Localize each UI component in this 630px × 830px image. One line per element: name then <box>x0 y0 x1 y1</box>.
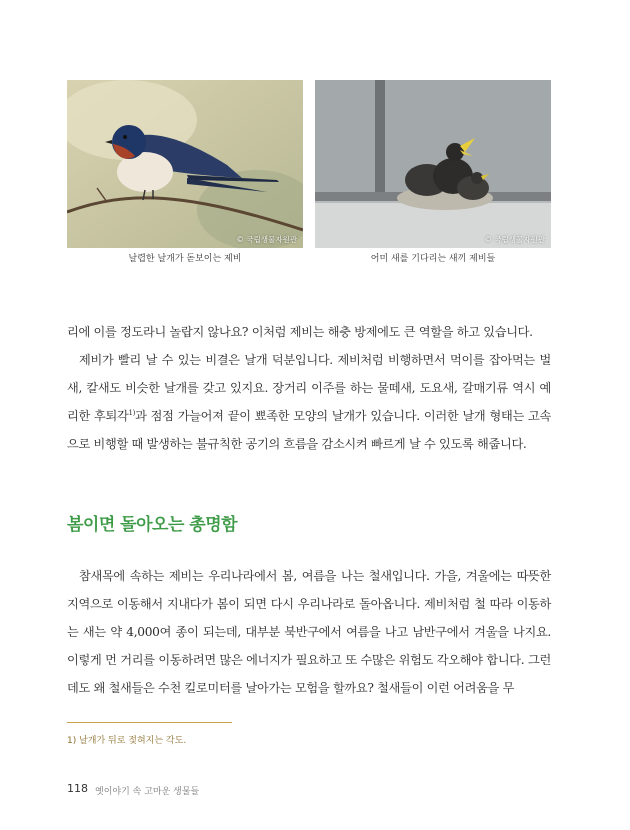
running-footer-title: 옛이야기 속 고마운 생물들 <box>95 787 200 797</box>
section-heading: 봄이면 돌아오는 총명함 <box>67 515 238 535</box>
footnote-divider <box>67 722 232 723</box>
paragraph-text: 참새목에 속하는 제비는 우리나라에서 봄, 여름을 나는 철새입니다. 가을, 겨울에는 따뜻한 지역으로 이동해서 지내다가 봄이 되면 다시 우리나라로 돌아옵니다. 제비처럼 철 따라 이동하는 새는 약 4,000여 종이 되는데, 대부분 북반구에서 여름을 나고 남반구에서 겨울을 나지요. 이렇게 먼 거리를 이동하려면 많은 에너지가 필요하고 또 수많은 위험도 각오해야 합니다. 그런데도 왜 철새들은 수천 킬로미터를 날아가는 모험을 할까요? 철새들이 이런 어려움을 무 <box>67 569 551 695</box>
figure-caption: 날렵한 날개가 돋보이는 제비 <box>128 254 242 264</box>
paragraph-text: 과 점점 가늘어져 끝이 뾰족한 모양의 날개가 있습니다. 이러한 날개 형태는 고속으로 비행할 때 발생하는 불규칙한 공기의 흐름을 감소시켜 빠르게 날 수 있도록 해줍니다. <box>67 409 551 451</box>
swallow-chicks-photo <box>315 80 551 248</box>
figure-caption: 어미 새를 기다리는 새끼 제비들 <box>370 254 496 264</box>
photo-credit: © 국립생물자원관 <box>484 235 545 244</box>
barn-swallow-photo <box>67 80 303 248</box>
body-paragraph <box>67 562 551 702</box>
paragraph-text: 제비가 빨리 날 수 있는 비결은 날개 덕분입니다. 제비처럼 비행하면서 먹이를 잡아먹는 벌새, 칼새도 비슷한 날개를 갖고 있지요. 장거리 이주를 하는 물떼새, 도요새, 갈매기류 역시 예리한 후퇴각 <box>67 353 551 423</box>
footnote-reference[interactable]: 1) <box>128 408 136 417</box>
footnote: 1) 날개가 뒤로 젖혀지는 각도. <box>67 736 187 746</box>
page-number: 118 <box>67 782 88 795</box>
paragraph-line: 리에 이를 정도라니 놀랍지 않나요? 이처럼 제비는 해충 방제에도 큰 역할을 하고 있습니다. <box>67 325 533 339</box>
body-paragraph <box>67 318 551 458</box>
photo-credit: © 국립생물자원관 <box>236 235 297 244</box>
